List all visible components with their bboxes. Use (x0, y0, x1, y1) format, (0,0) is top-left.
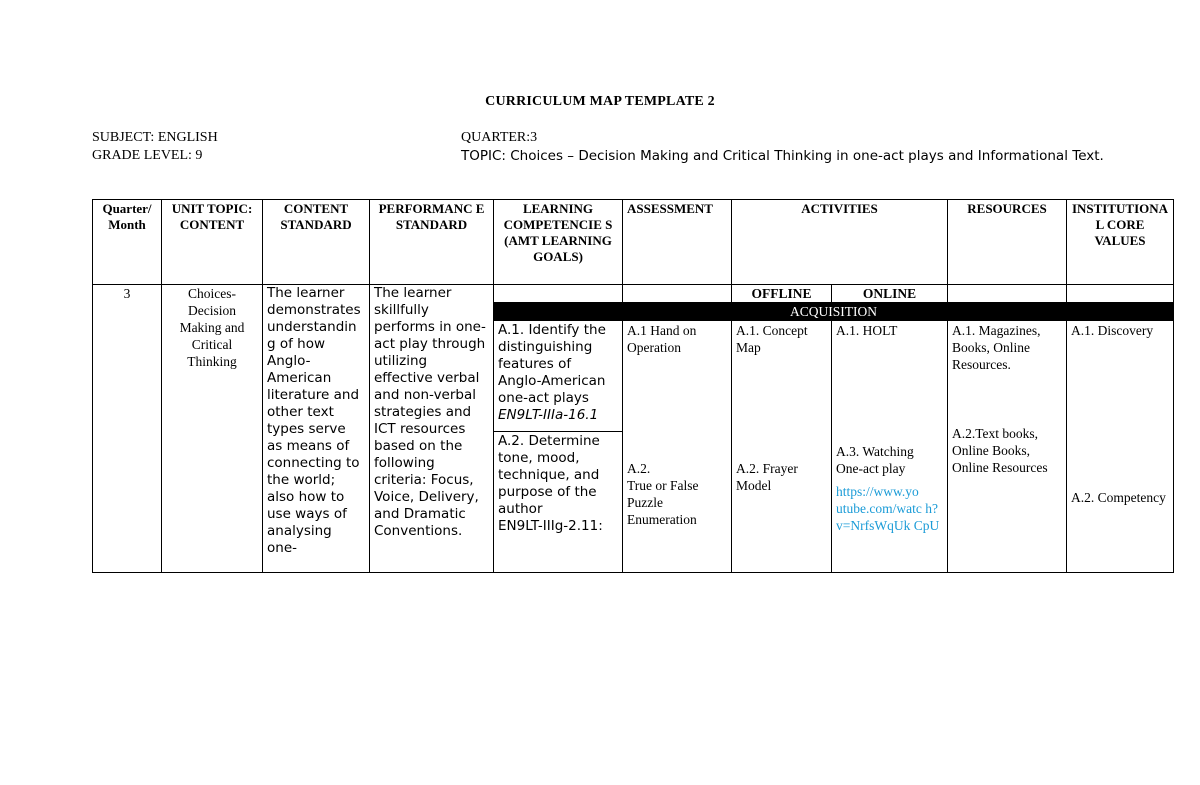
a1-online: A.1. HOLT (836, 323, 898, 338)
core-values-gap (1071, 339, 1169, 489)
assessment-cell (623, 321, 732, 573)
cell-blank (948, 285, 1067, 303)
a2-assessment-label: A.2. (627, 461, 651, 476)
offline-cell (732, 321, 832, 573)
topic-text: TOPIC: Choices – Decision Making and Critical Thinking in one-act plays and Informational Text. (461, 148, 1104, 164)
header-unit-topic: UNIT TOPIC: CONTENT (162, 200, 263, 285)
header-activities: ACTIVITIES (732, 200, 948, 285)
a2-assessment-items: True or False Puzzle Enumeration (627, 478, 699, 527)
topic-line (461, 147, 1104, 166)
header-assessment: ASSESSMENT (623, 200, 732, 285)
document-title: CURRICULUM MAP TEMPLATE 2 (485, 94, 715, 109)
cell-content-standard: The learner demonstrates understandin g of how Anglo- American literature and other text types serve as means of connecting to the world; also how to use ways of analysing one- (263, 285, 370, 573)
a2-competency-text: A.2. Determine tone, mood, technique, and purpose of the author (498, 433, 600, 517)
resources-gap (952, 373, 1062, 425)
header-quarter: Quarter/ Month (93, 200, 162, 285)
subject-line: SUBJECT: ENGLISH (92, 130, 218, 145)
cell-blank (494, 285, 623, 303)
header-performance-standard: PERFORMANC E STANDARD (370, 200, 494, 285)
cell-performance-standard: The learner skillfully performs in one-act play through utilizing effective verbal and non-verbal strategies and ICT resources based on the following criteria: Focus, Voice, Delivery, and Dramatic Conventions. (370, 285, 494, 573)
curriculum-map-table (92, 199, 1174, 573)
cell-unit-topic: Choices- Decision Making and Critical Thinking (162, 285, 263, 573)
acquisition-banner: ACQUISITION (494, 303, 1174, 321)
online-cell (832, 321, 948, 573)
a1-offline: A.1. Concept Map (736, 323, 808, 355)
cell-blank (623, 285, 732, 303)
core-values-cell (1067, 321, 1174, 573)
a1-core-value: A.1. Discovery (1071, 323, 1154, 338)
quarter-line: QUARTER:3 (461, 130, 538, 145)
grade-level-line: GRADE LEVEL: 9 (92, 148, 203, 163)
label-offline: OFFLINE (732, 285, 832, 303)
a3-online: A.3. Watching One-act play (836, 444, 914, 476)
resources-cell (948, 321, 1067, 573)
a1-competency (494, 321, 623, 432)
a1-assessment: A.1 Hand on Operation (627, 323, 697, 355)
a2-core-value: A.2. Competency (1071, 490, 1166, 505)
header-resources: RESOURCES (948, 200, 1067, 285)
a1-resources: A.1. Magazines, Books, Online Resources. (952, 323, 1041, 372)
a1-competency-text: A.1. Identify the distinguishing features of Anglo-American one-act plays (498, 322, 606, 406)
assessment-gap (627, 356, 727, 460)
a2-competency-code: EN9LT-IIIg-2.11: (498, 518, 603, 534)
subheader-row (93, 285, 1174, 303)
header-core-values: INSTITUTIONA L CORE VALUES (1067, 200, 1174, 285)
online-gap (836, 339, 943, 443)
header-learning-competencies: LEARNING COMPETENCIE S (AMT LEARNING GOALS) (494, 200, 623, 285)
a2-resources: A.2.Text books, Online Books, Online Resources (952, 426, 1048, 475)
cell-blank (1067, 285, 1174, 303)
header-row (93, 200, 1174, 285)
a1-competency-code: EN9LT-IIIa-16.1 (498, 407, 599, 423)
youtube-link[interactable]: https://www.yo utube.com/watc h?v=NrfsWqUk CpU (836, 484, 940, 533)
header-content-standard: CONTENT STANDARD (263, 200, 370, 285)
label-online: ONLINE (832, 285, 948, 303)
a2-offline: A.2. Frayer Model (736, 461, 798, 493)
offline-gap (736, 356, 827, 460)
cell-quarter: 3 (93, 285, 162, 573)
a2-competency (494, 432, 623, 573)
